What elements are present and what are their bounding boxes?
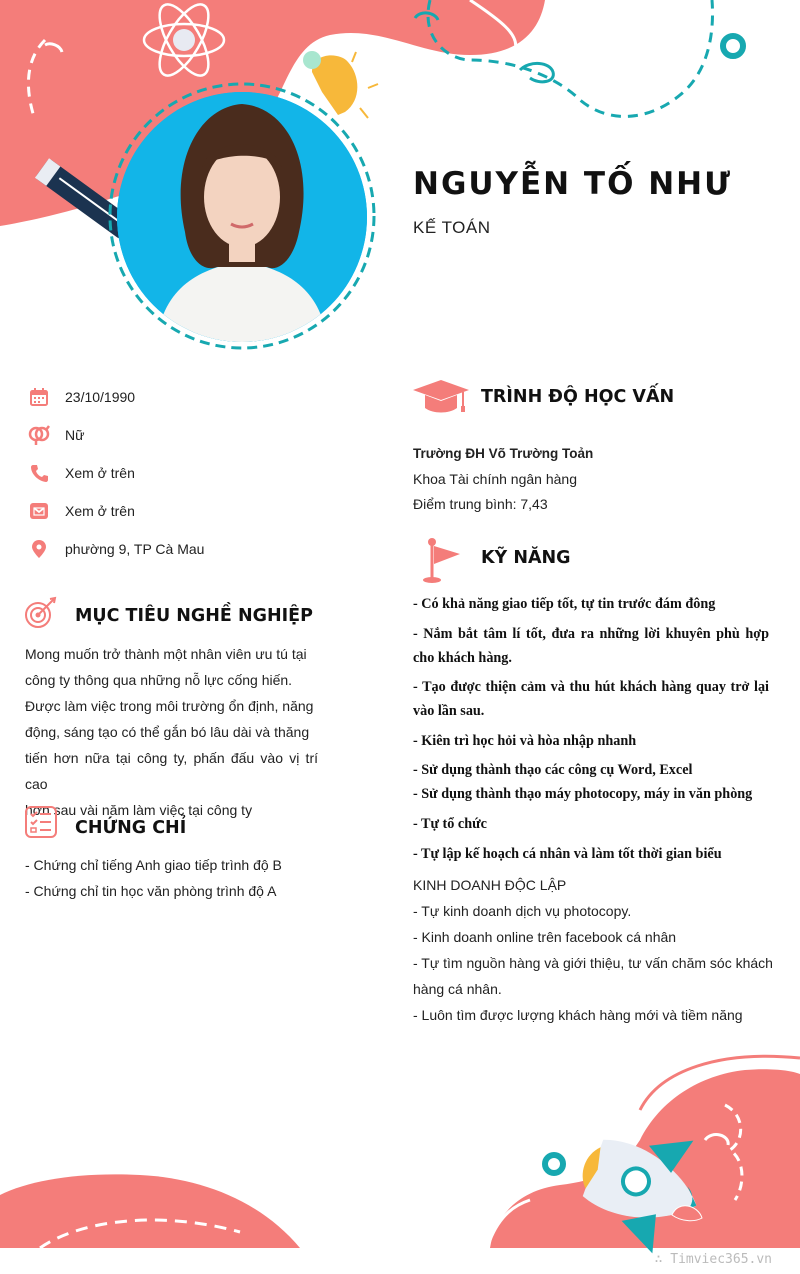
location-pin-icon [28,538,50,560]
skill-item: - Tự lập kế hoạch cá nhân và làm tốt thời gian biểu [413,846,722,862]
candidate-name: NGUYỄN TỐ NHƯ [413,166,733,202]
skill-item: - Nắm bắt tâm lí tốt, đưa ra những lời khuyên phù hợp cho khách hàng. [413,626,769,666]
gender-text: Nữ [65,427,85,443]
objective-text [25,641,318,823]
business-item: - Tự kinh doanh dịch vụ photocopy. [413,903,632,919]
watermark [655,1252,772,1267]
gender-row [28,423,84,447]
gpa-text: Điểm trung bình: 7,43 [413,496,548,512]
certificate-item: - Chứng chỉ tin học văn phòng trình độ A [25,883,277,899]
objective-line: Mong muốn trở thành một nhân viên ưu tú tại [25,646,307,662]
email-text: Xem ở trên [65,503,135,519]
phone-icon [28,462,50,484]
target-icon [24,596,58,635]
faculty-name: Khoa Tài chính ngân hàng [413,470,577,487]
objective-line: tiến hơn nữa tại công ty, phấn đấu vào vị trí cao [25,750,318,792]
business-heading: KINH DOANH ĐỘC LẬP [413,877,567,893]
objective-line: Được làm việc trong môi trường ổn định, năng [25,698,314,714]
business-item: - Luôn tìm được lượng khách hàng mới và tiềm năng [413,1007,743,1023]
lightbulb-icon [303,51,378,118]
business-section [413,872,773,1028]
watermark-icon: ∴ [654,1252,671,1267]
flag-icon [420,538,462,589]
gender-icon [28,424,50,446]
address-row [28,537,204,561]
profile-photo [117,92,367,342]
birthday-text: 23/10/1990 [65,389,136,405]
phone-row [28,461,135,485]
objective-title: MỤC TIÊU NGHỀ NGHIỆP [75,606,313,626]
objective-line: hơn sau vài năm làm việc tại công ty [25,802,253,818]
envelope-icon [28,500,50,522]
calendar-icon [28,386,50,408]
skill-item: - Sử dụng thành thạo máy photocopy, máy in văn phòng [413,786,753,802]
watermark-text: Timviec365.vn [670,1252,772,1267]
certificate-item: - Chứng chỉ tiếng Anh giao tiếp trình độ B [25,857,282,873]
business-item: - Tự tìm nguồn hàng và giới thiệu, tư vấn chăm sóc khách hàng cá nhân. [413,955,773,997]
education-title: TRÌNH ĐỘ HỌC VẤN [481,387,675,407]
school-name: Trường ĐH Võ Trường Toản [413,446,594,461]
business-item: - Kinh doanh online trên facebook cá nhân [413,929,677,945]
birthday-row [28,385,135,409]
skill-item: - Tự tổ chức [413,816,487,832]
bottom-left-coral-blob [0,1174,300,1248]
skill-item: - Kiên trì học hỏi và hòa nhập nhanh [413,733,637,749]
job-title: KẾ TOÁN [413,218,491,237]
skill-item: - Sử dụng thành thạo các công cụ Word, Excel [413,762,693,778]
phone-text: Xem ở trên [65,465,135,481]
skill-item: - Có khả năng giao tiếp tốt, tự tin trước đám đông [413,596,716,612]
skill-item: - Tạo được thiện cảm và thu hút khách hàng quay trở lại vào lần sau. [413,679,769,719]
skills-title: KỸ NĂNG [481,548,571,568]
certificates-list [25,852,355,904]
objective-line: công ty thông qua những nỗ lực cống hiến. [25,672,293,688]
education-details [413,441,773,518]
objective-line: động, sáng tạo có thể gắn bó lâu dài và thăng [25,724,310,740]
graduation-cap-icon [413,380,469,419]
checklist-icon [25,806,57,843]
address-text: phường 9, TP Cà Mau [65,541,205,557]
certificates-title: CHỨNG CHỈ [75,818,187,838]
email-row [28,499,135,523]
